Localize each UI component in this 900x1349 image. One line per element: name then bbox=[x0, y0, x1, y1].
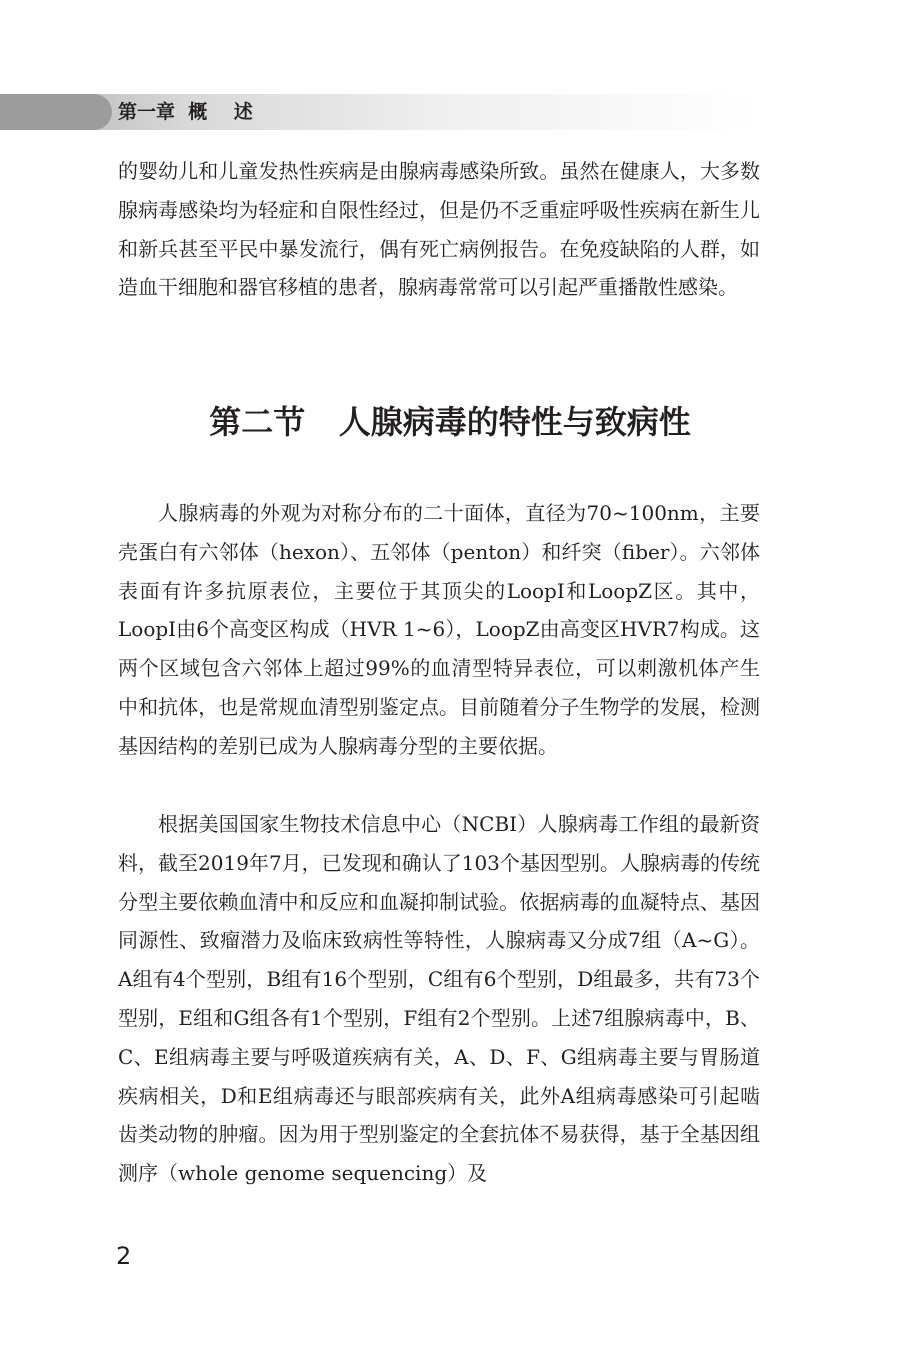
body-paragraph-2: 人腺病毒的外观为对称分布的二十面体，直径为70~100nm，主要壳蛋白有六邻体（hexon）、五邻体（penton）和纤突（fiber）。六邻体表面有许多抗原表位，主要位于其顶尖的LoopI和LoopZ区。其中，LoopI由6个高变区构成（HVR 1~6），LoopZ由高变区HVR7构成。这两个区域包含六邻体上超过99%的血清型特异表位，可以刺激机体产生中和抗体，也是常规血清型别鉴定点。目前随着分子生物学的发展，检测基因结构的差别已成为人腺病毒分型的主要依据。 bbox=[118, 501, 760, 758]
chapter-header-band bbox=[0, 94, 760, 130]
chapter-tab-marker bbox=[0, 94, 112, 130]
body-paragraph-1: 的婴幼儿和儿童发热性疾病是由腺病毒感染所致。虽然在健康人，大多数腺病毒感染均为轻症和自限性经过，但是仍不乏重症呼吸性疾病在新生儿和新兵甚至平民中暴发流行，偶有死亡病例报告。在免疫缺陷的人群，如造血干细胞和器官移植的患者，腺病毒常常可以引起严重播散性感染。 bbox=[118, 159, 760, 300]
body-paragraph-3: 根据美国国家生物技术信息中心（NCBI）人腺病毒工作组的最新资料，截至2019年7月，已发现和确认了103个基因型别。人腺病毒的传统分型主要依赖血清中和反应和血凝抑制试验。依据病毒的血凝特点、基因同源性、致瘤潜力及临床致病性等特性，人腺病毒又分成7组（A~G）。A组有4个型别，B组有16个型别，C组有6个型别，D组最多，共有73个型别，E组和G组各有1个型别，F组有2个型别。上述7组腺病毒中，B、C、E组病毒主要与呼吸道疾病有关，A、D、F、G组病毒主要与胃肠道疾病相关，D和E组病毒还与眼部疾病有关，此外A组病毒感染可引起啮齿类动物的肿瘤。因为用于型别鉴定的全套抗体不易获得，基于全基因组测序（whole genome sequencing）及 bbox=[118, 812, 760, 1186]
page-number: 2 bbox=[116, 1242, 132, 1270]
section-heading: 第二节 人腺病毒的特性与致病性 bbox=[209, 403, 691, 441]
chapter-title: 第一章 概 述 bbox=[118, 101, 253, 123]
